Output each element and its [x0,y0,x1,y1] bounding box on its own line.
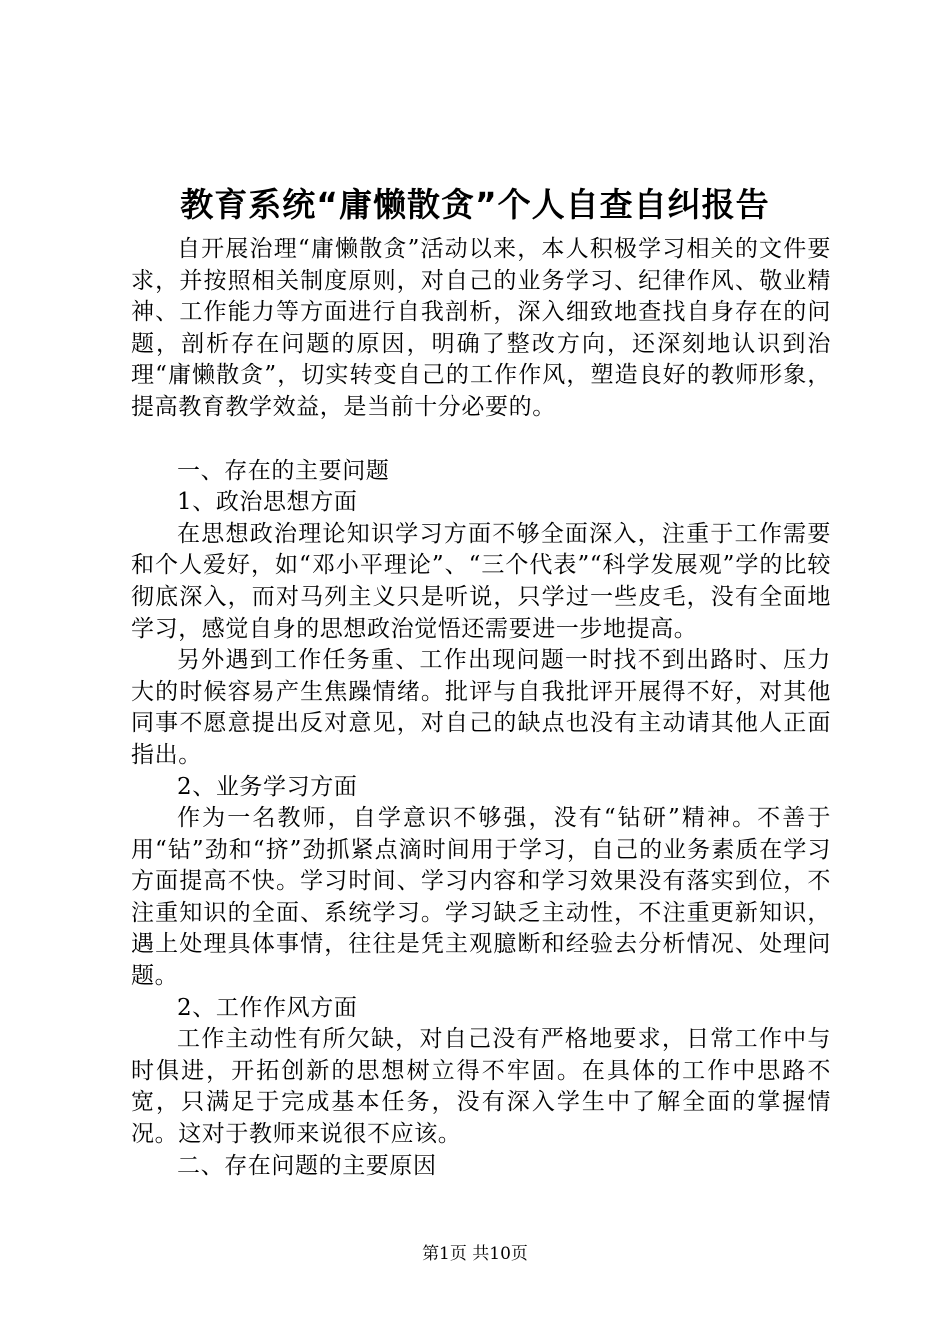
study-paragraph: 作为一名教师，自学意识不够强，没有“钻研”精神。不善于用“钻”劲和“挤”劲抓紧点滴时间用于学习，自己的业务素质在学习方面提高不快。学习时间、学习内容和学习效果没有落实到位，不注重知识的全面、系统学习。学习缺乏主动性，不注重更新知识，遇上处理具体事情，往往是凭主观臆断和经验去分析情况、处理问题。 [131,805,831,990]
document-title: 教育系统“庸懒散贪”个人自查自纠报告 [180,185,770,224]
subsection-heading-study: 2、业务学习方面 [177,773,358,800]
section-heading-causes: 二、存在问题的主要原因 [177,1152,437,1179]
politics-paragraph-2: 另外遇到工作任务重、工作出现问题一时找不到出路时、压力大的时候容易产生焦躁情绪。批评与自我批评开展得不好，对其他同事不愿意提出反对意见，对自己的缺点也没有主动请其他人正面指出。 [131,647,831,768]
politics-paragraph-1: 在思想政治理论知识学习方面不够全面深入，注重于工作需要和个人爱好，如“邓小平理论”、“三个代表”“科学发展观”学的比较彻底深入，而对马列主义只是听说，只学过一些皮毛，没有全面地学习，感觉自身的思想政治觉悟还需要进一步地提高。 [131,520,831,642]
document-body [131,234,831,1182]
subsection-heading-politics: 1、政治思想方面 [177,489,358,516]
page-number: 第1页 共10页 [422,1244,528,1264]
subsection-heading-work-style: 2、工作作风方面 [177,994,358,1021]
intro-paragraph: 自开展治理“庸懒散贪”活动以来，本人积极学习相关的文件要求，并按照相关制度原则，对自己的业务学习、纪律作风、敬业精神、工作能力等方面进行自我剖析，深入细致地查找自身存在的问题，剖析存在问题的原因，明确了整改方向，还深刻地认识到治理“庸懒散贪”，切实转变自己的工作作风，塑造良好的教师形象，提高教育教学效益，是当前十分必要的。 [131,236,831,420]
work-style-paragraph: 工作主动性有所欠缺，对自己没有严格地要求，日常工作中与时俱进，开拓创新的思想树立得不牢固。在具体的工作中思路不宽，只满足于完成基本任务，没有深入学生中了解全面的掌握情况。这对于教师来说很不应该。 [131,1026,831,1148]
section-heading-problems: 一、存在的主要问题 [177,457,390,484]
paragraph-gap [131,424,831,456]
